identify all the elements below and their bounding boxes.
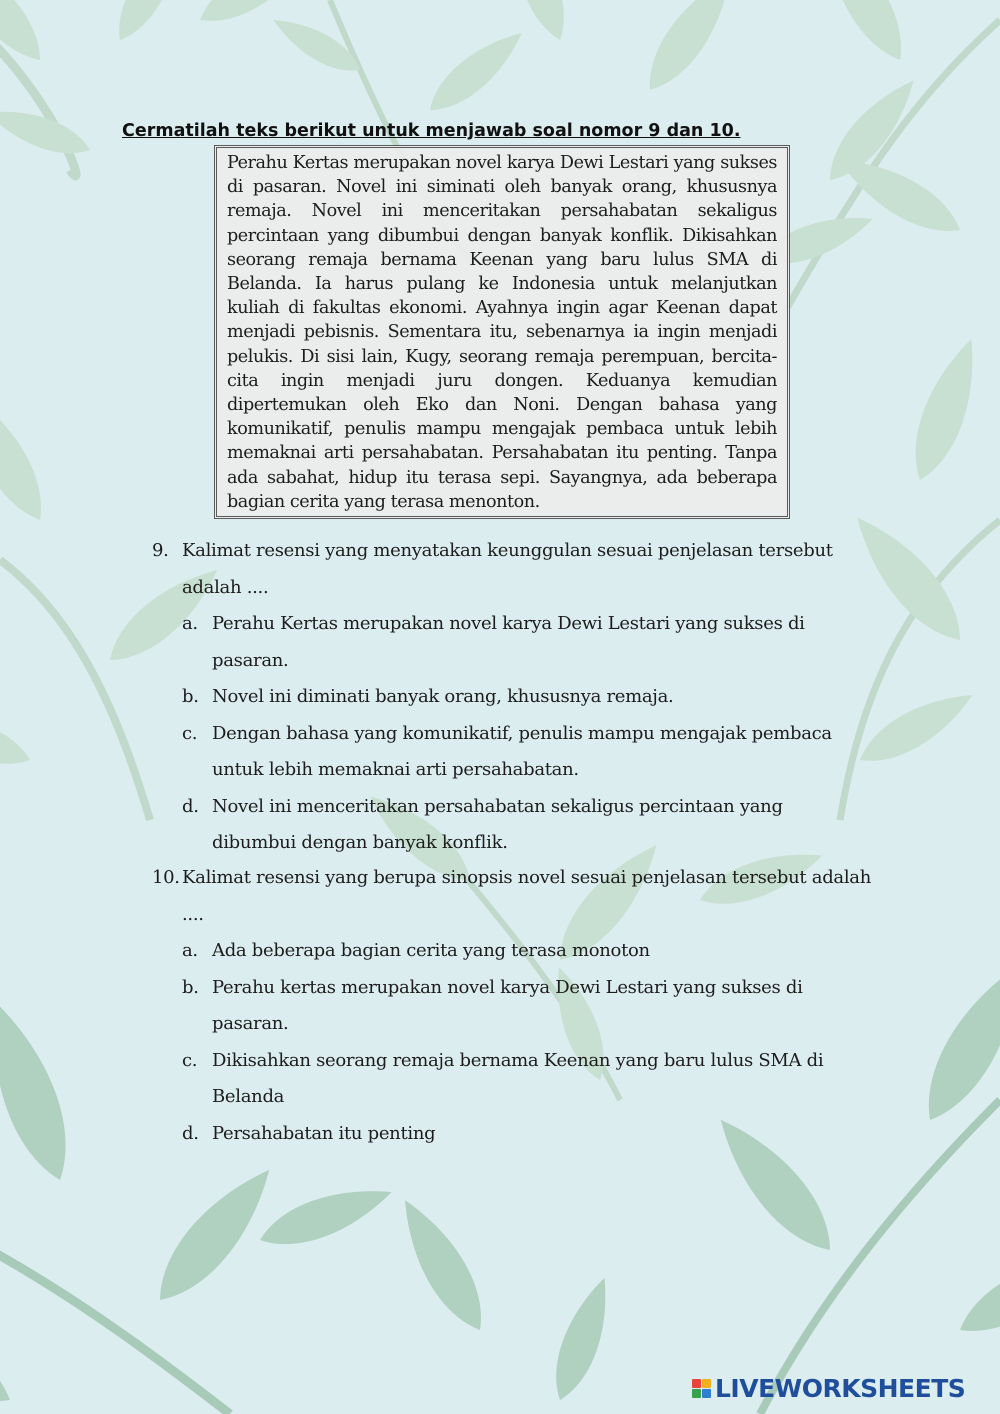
liveworksheets-logo[interactable] [692, 1374, 965, 1403]
logo-tile [702, 1379, 711, 1388]
question-number: 10. [152, 867, 180, 888]
option-text: Ada beberapa bagian cerita yang terasa monoton [212, 940, 650, 961]
option-letter: b. [182, 976, 199, 998]
answer-option-c[interactable] [182, 1043, 872, 1116]
answer-option-d[interactable] [182, 1116, 872, 1153]
answer-option-b[interactable] [182, 679, 872, 716]
question-number: 9. [152, 540, 169, 561]
question-10 [152, 860, 872, 1152]
answer-option-a[interactable] [182, 606, 872, 679]
option-text: Persahabatan itu penting [212, 1122, 436, 1144]
answer-option-c[interactable] [182, 716, 872, 789]
logo-wordmark: LIVEWORKSHEETS [715, 1374, 966, 1403]
instruction-heading: Cermatilah teks berikut untuk menjawab soal nomor 9 dan 10. [122, 121, 741, 141]
question-text: Kalimat resensi yang menyatakan keunggulan sesuai penjelasan tersebut adalah .... [182, 540, 833, 598]
answer-options [182, 933, 872, 1152]
option-text: Dikisahkan seorang remaja bernama Keenan yang baru lulus SMA di Belanda [212, 1049, 824, 1107]
option-letter: b. [182, 686, 199, 707]
option-text: Novel ini menceritakan persahabatan sekaligus percintaan yang dibumbui dengan banyak konflik. [212, 795, 783, 853]
question-text: Kalimat resensi yang berupa sinopsis novel sesuai penjelasan tersebut adalah .... [182, 867, 872, 925]
logo-tiles-icon [692, 1379, 711, 1398]
option-letter: d. [182, 795, 199, 817]
answer-option-d[interactable] [182, 789, 872, 862]
answer-options [182, 606, 872, 862]
option-letter: a. [182, 613, 198, 634]
option-letter: c. [182, 1049, 198, 1071]
option-letter: c. [182, 722, 198, 744]
answer-option-b[interactable] [182, 970, 872, 1043]
logo-tile [692, 1389, 701, 1398]
option-text: Dengan bahasa yang komunikatif, penulis mampu mengajak pembaca untuk lebih memaknai arti persahabatan. [212, 722, 832, 780]
option-letter: d. [182, 1122, 199, 1144]
reading-passage-box: Perahu Kertas merupakan novel karya Dewi Lestari yang sukses di pasaran. Novel ini siminati oleh banyak orang, khususnya remaja. Novel ini menceritakan persahabatan sekaligus percintaan yang dibumbui dengan banyak konflik. Dikisahkan seorang remaja bernama Keenan yang baru lulus SMA di Belanda. Ia harus pulang ke Indonesia untuk melanjutkan kuliah di fakultas ekonomi. Ayahnya ingin agar Keenan dapat menjadi pebisnis. Sementara itu, sebenarnya ia ingin menjadi pelukis. Di sisi lain, Kugy, seorang remaja perempuan, bercita-cita ingin menjadi juru dongen. Keduanya kemudian dipertemukan oleh Eko dan Noni. Dengan bahasa yang komunikatif, penulis mampu mengajak pembaca untuk lebih memaknai arti persahabatan. Persahabatan itu penting. Tanpa ada sabahat, hidup itu terasa sepi. Sayangnya, ada beberapa bagian cerita yang terasa menonton. [214, 145, 790, 519]
question-9 [152, 533, 872, 862]
option-text: Perahu kertas merupakan novel karya Dewi Lestari yang sukses di pasaran. [212, 976, 803, 1034]
logo-tile [702, 1389, 711, 1398]
option-letter: a. [182, 940, 198, 961]
logo-tile [692, 1379, 701, 1388]
option-text: Perahu Kertas merupakan novel karya Dewi Lestari yang sukses di pasaran. [212, 613, 805, 671]
answer-option-a[interactable] [182, 933, 872, 970]
option-text: Novel ini diminati banyak orang, khususnya remaja. [212, 686, 674, 707]
